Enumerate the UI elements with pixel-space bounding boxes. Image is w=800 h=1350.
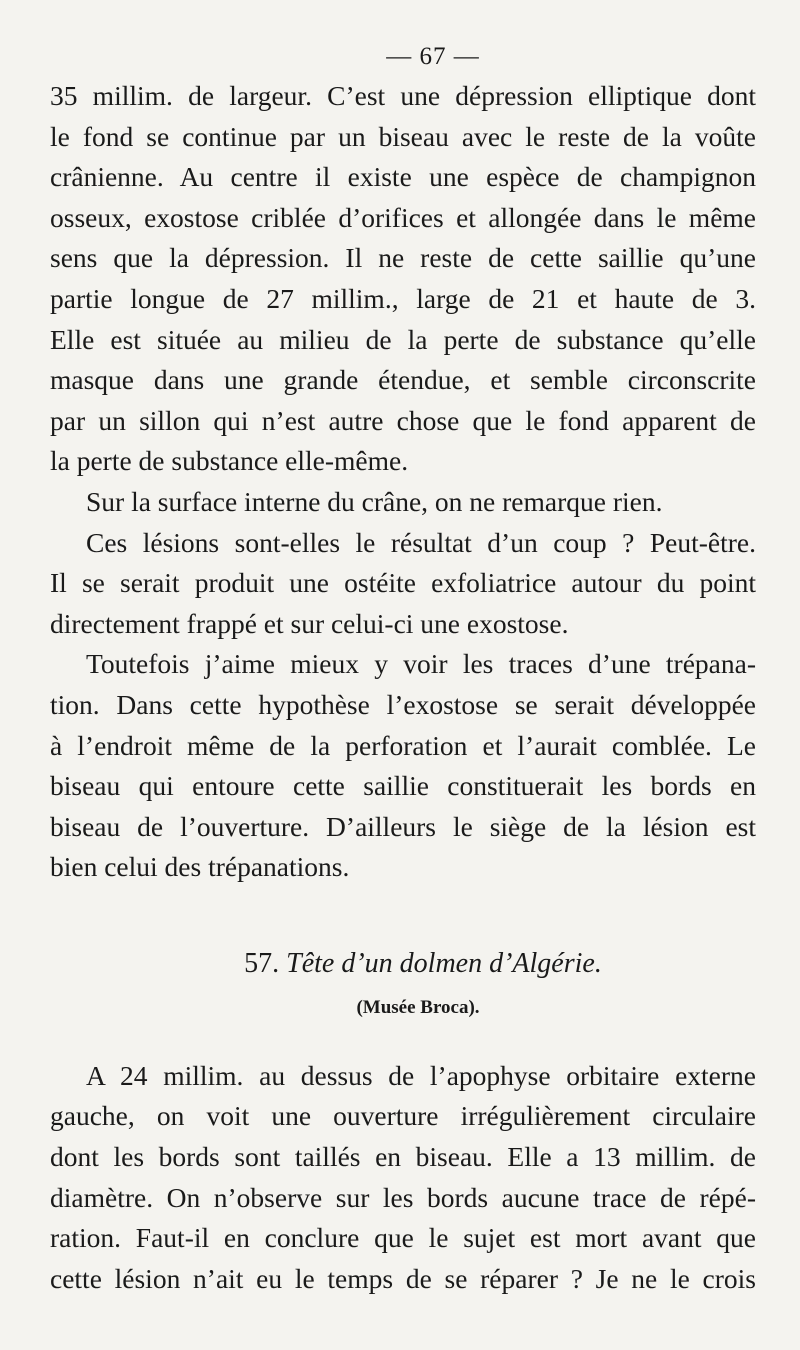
text-line: biseau qui entoure cette saillie constituerait les bords en	[50, 770, 756, 802]
section-heading	[90, 944, 756, 984]
text-line: Elle est située au milieu de la perte de substance qu’elle	[50, 323, 756, 355]
text-line: directement frappé et sur celui-ci une exostose.	[50, 607, 569, 639]
page-number: — 67 —	[386, 43, 480, 70]
paragraph-4	[50, 644, 756, 888]
text-line: la perte de substance elle-même.	[50, 445, 409, 477]
text-line: dont les bords sont taillés en biseau. Elle a 13 millim. de	[50, 1141, 756, 1173]
section-paragraph	[50, 1056, 756, 1300]
text-line: le fond se continue par un biseau avec le reste de la voûte	[50, 120, 756, 152]
section-number: 57.	[244, 947, 280, 979]
text-line: biseau de l’ouverture. D’ailleurs le siège de la lésion est	[50, 810, 756, 842]
text-line: Ces lésions sont-elles le résultat d’un coup ? Peut-être.	[86, 526, 756, 558]
text-line: sens que la dépression. Il ne reste de cette saillie qu’une	[50, 242, 756, 274]
text-line: A 24 millim. au dessus de l’apophyse orbitaire externe	[86, 1059, 756, 1091]
text-line: Il se serait produit une ostéite exfoliatrice autour du point	[50, 567, 756, 599]
text-line: osseux, exostose criblée d’orifices et allongée dans le même	[50, 201, 756, 233]
section-title: Tête d’un dolmen d’Algérie.	[286, 947, 602, 979]
text-line: ration. Faut-il en conclure que le sujet est mort avant que	[50, 1222, 756, 1254]
text-line: bien celui des trépanations.	[50, 851, 350, 883]
text-line: à l’endroit même de la perforation et l’aurait comblée. Le	[50, 729, 756, 761]
text-line: Sur la surface interne du crâne, on ne remarque rien.	[86, 485, 663, 517]
paragraph-3	[50, 523, 756, 645]
text-line: diamètre. On n’observe sur les bords aucune trace de répé-	[50, 1181, 756, 1213]
text-line: cette lésion n’ait eu le temps de se réparer ? Je ne le crois	[50, 1262, 756, 1294]
text-line: crânienne. Au centre il existe une espèce de champignon	[50, 161, 756, 193]
text-line: 35 millim. de largeur. C’est une dépression elliptique dont	[50, 80, 756, 111]
paragraph-2	[50, 482, 756, 523]
text-line: tion. Dans cette hypothèse l’exostose se serait développée	[50, 688, 756, 720]
text-line: par un sillon qui n’est autre chose que le fond apparent de	[50, 404, 756, 436]
text-line: masque dans une grande étendue, et semble circonscrite	[50, 364, 756, 396]
paragraph-1	[50, 76, 756, 482]
text-line: partie longue de 27 millim., large de 21 et haute de 3.	[50, 282, 756, 314]
text-line: Toutefois j’aime mieux y voir les traces d’une trépana-	[86, 648, 756, 680]
section-source: (Musée Broca).	[356, 996, 480, 1018]
text-line: gauche, on voit une ouverture irrégulièrement circulaire	[50, 1100, 756, 1132]
